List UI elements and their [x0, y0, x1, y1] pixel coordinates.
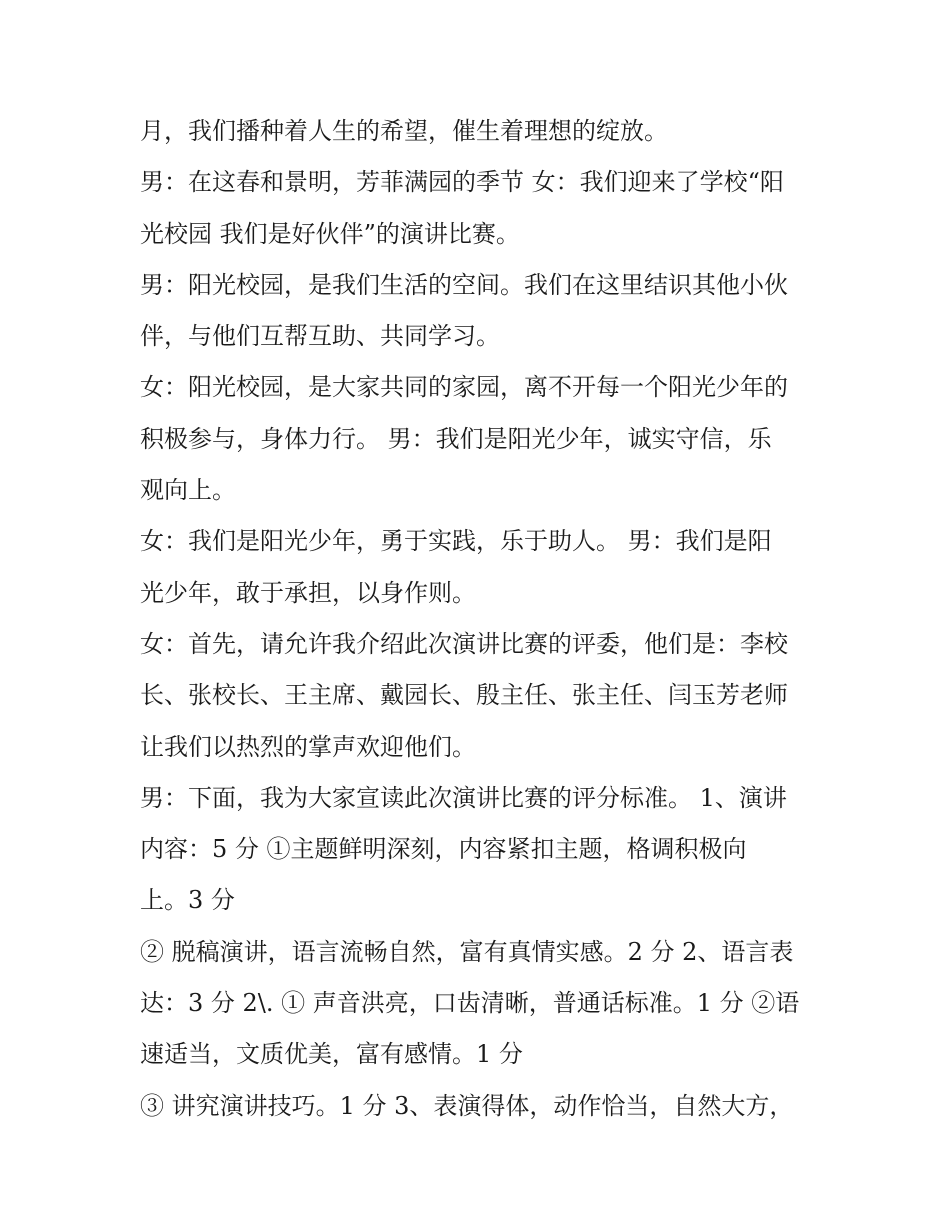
text-line: 让我们以热烈的掌声欢迎他们。 — [140, 732, 476, 761]
text-line: 内容：5 分 ①主题鲜明深刻，内容紧扣主题，格调积极向 — [140, 835, 747, 864]
text-line: 速适当，文质优美，富有感情。1 分 — [140, 1040, 523, 1069]
text-line: ③ 讲究演讲技巧。1 分 3、表演得体，动作恰当，自然大方， — [140, 1091, 794, 1120]
body-text — [140, 106, 830, 1132]
text-line: 观向上。 — [140, 476, 236, 505]
text-line: 光少年，敢于承担，以身作则。 — [140, 578, 476, 607]
text-line: 男：阳光校园，是我们生活的空间。我们在这里结识其他小伙 — [140, 270, 788, 299]
text-line: 上。3 分 — [140, 886, 235, 915]
text-line: 男：在这春和景明，芳菲满园的季节 女：我们迎来了学校“阳 — [140, 168, 784, 197]
text-line: ② 脱稿演讲，语言流畅自然，富有真情实感。2 分 2、语言表 — [140, 937, 794, 966]
text-line: 长、张校长、王主席、戴园长、殷主任、张主任、闫玉芳老师 — [140, 681, 788, 710]
text-line: 积极参与，身体力行。 男：我们是阳光少年，诚实守信，乐 — [140, 424, 772, 453]
text-line: 伴，与他们互帮互助、共同学习。 — [140, 322, 500, 351]
text-line: 男：下面，我为大家宣读此次演讲比赛的评分标准。 1、演讲 — [140, 783, 787, 812]
text-line: 达：3 分 2\. ① 声音洪亮，口齿清晰，普通话标准。1 分 ②语 — [140, 989, 800, 1018]
text-line: 光校园 我们是好伙伴”的演讲比赛。 — [140, 219, 520, 248]
text-line: 月，我们播种着人生的希望，催生着理想的绽放。 — [140, 117, 668, 145]
text-line: 女：首先，请允许我介绍此次演讲比赛的评委，他们是：李校 — [140, 629, 788, 658]
text-line: 女：阳光校园，是大家共同的家园，离不开每一个阳光少年的 — [140, 373, 788, 402]
text-line: 女：我们是阳光少年，勇于实践，乐于助人。 男：我们是阳 — [140, 527, 772, 556]
